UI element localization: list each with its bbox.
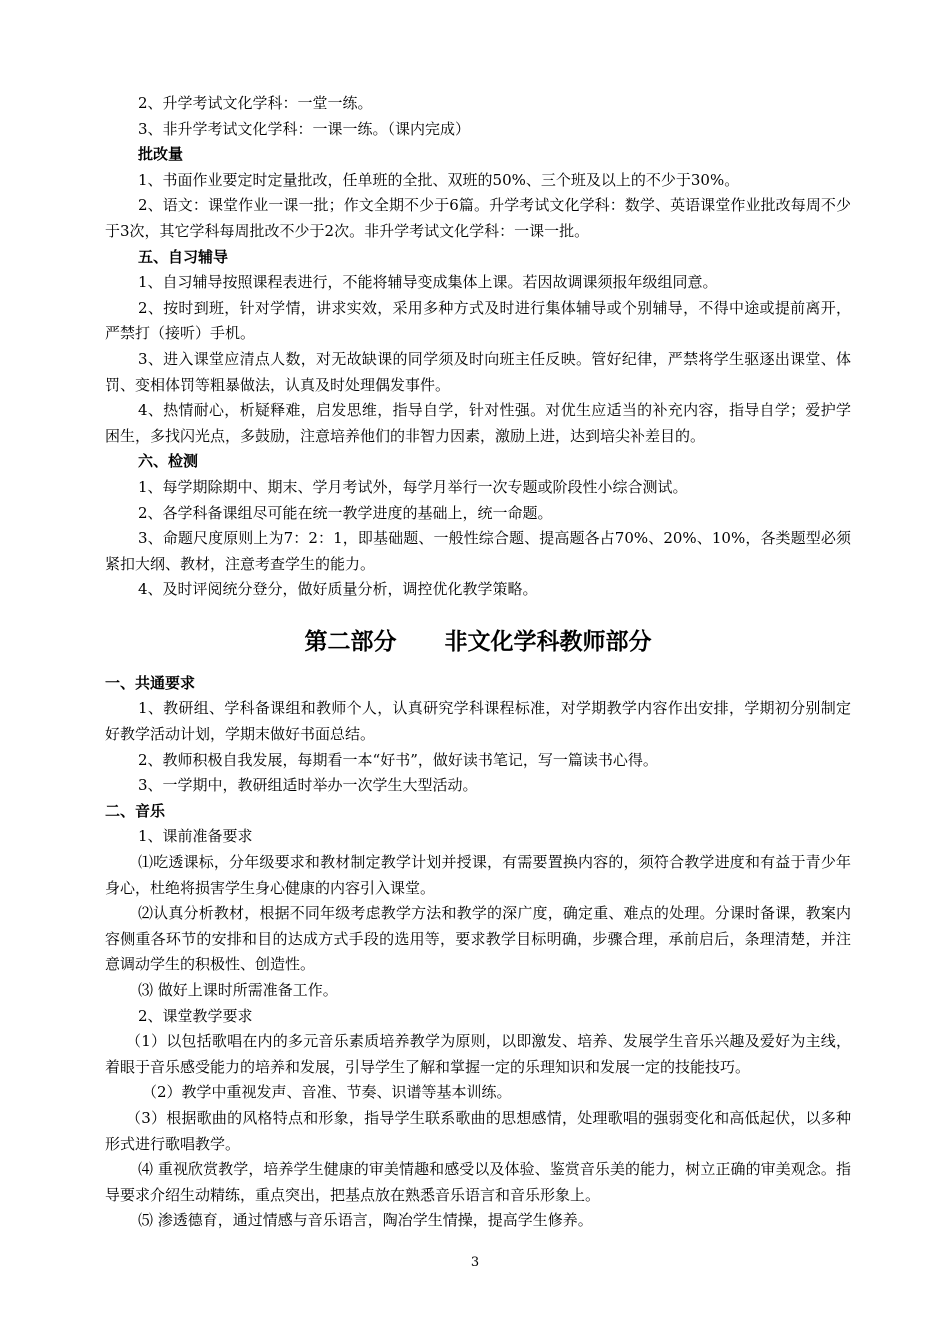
self-study-item-1: 1、自习辅导按照课程表进行，不能将辅导变成集体上课。若因故调课须报年级组同意。	[138, 273, 718, 292]
music-class-item-1: （1）以包括歌唱在内的多元音乐素质培养教学为原则，以即激发、培养、发展学生音乐兴趣及爱好为主线，着眼于音乐感受能力的培养和发展，引导学生了解和掌握一定的乐理知识和发展一定的技能技巧。	[105, 1032, 851, 1076]
testing-item-3: 3、命题尺度原则上为7：2：1，即基础题、一般性综合题、提高题各占70%、20%、10%，各类题型必须紧扣大纲、教材，注意考查学生的能力。	[105, 529, 851, 573]
testing-item-4: 4、及时评阅统分登分，做好质量分析，调控优化教学策略。	[138, 580, 538, 599]
common-item-1: 1、教研组、学科备课组和教师个人，认真研究学科课程标准，对学期教学内容作出安排，学期初分别制定好教学活动计划，学期末做好书面总结。	[105, 699, 851, 744]
grading-heading: 批改量	[138, 145, 184, 164]
common-heading: 一、共通要求	[105, 673, 196, 692]
part2-title-left: 第二部分	[304, 628, 397, 655]
music-class-heading: 2、课堂教学要求	[138, 1006, 253, 1025]
music-heading: 二、音乐	[105, 801, 166, 820]
testing-heading: 六、检测	[138, 452, 199, 471]
music-prep-item-3: ⑶ 做好上课时所需准备工作。	[138, 981, 338, 999]
self-study-item-4: 4、热情耐心，析疑释难，启发思维，指导自学，针对性强。对优生应适当的补充内容，指导自学；爱护学困生，多找闪光点，多鼓励，注意培养他们的非智力因素，激励上进，达到培尖补差目的。	[105, 401, 851, 445]
homework-item-3: 3、非升学考试文化学科：一课一练。（课内完成）	[138, 119, 471, 138]
testing-item-2: 2、各学科备课组尽可能在统一教学进度的基础上，统一命题。	[138, 503, 553, 522]
music-prep-heading: 1、课前准备要求	[138, 827, 253, 846]
page-number: 3	[470, 1255, 480, 1270]
common-item-2: 2、教师积极自我发展，每期看一本“好书”，做好读书笔记，写一篇读书心得。	[138, 750, 658, 769]
grading-item-1: 1、书面作业要定时定量批改，任单班的全批、双班的50%、三个班及以上的不少于30%。	[138, 170, 740, 189]
part2-title-right: 非文化学科教师部分	[444, 628, 652, 655]
music-class-item-4: ⑷ 重视欣赏教学，培养学生健康的审美情趣和感受以及体验、鉴赏音乐美的能力，树立正确的审美观念。指导要求介绍生动精练，重点突出，把基点放在熟悉音乐语言和音乐形象上。	[105, 1160, 851, 1204]
testing-item-1: 1、每学期除期中、期末、学月考试外，每学月举行一次专题或阶段性小综合测试。	[138, 477, 688, 496]
music-prep-item-2: ⑵认真分析教材，根据不同年级考虑教学方法和教学的深广度，确定重、难点的处理。分课时备课，教案内容侧重各环节的安排和目的达成方式手段的选用等，要求教学目标明确，步骤合理，承前启后，条理清楚，并注意调动学生的积极性、创造性。	[105, 904, 851, 974]
part2-title	[105, 625, 851, 659]
self-study-heading: 五、自习辅导	[138, 247, 229, 266]
music-class-item-3: （3）根据歌曲的风格特点和形象，指导学生联系歌曲的思想感情，处理歌唱的强弱变化和高低起伏，以多种形式进行歌唱教学。	[105, 1108, 851, 1153]
music-prep-item-1: ⑴吃透课标，分年级要求和教材制定教学计划并授课，有需要置换内容的，须符合教学进度和有益于青少年身心，杜绝将损害学生身心健康的内容引入课堂。	[105, 853, 851, 897]
common-item-3: 3、一学期中，教研组适时举办一次学生大型活动。	[138, 776, 478, 795]
grading-item-2: 2、语文：课堂作业一课一批；作文全期不少于6篇。升学考试文化学科：数学、英语课堂作业批改每周不少于3次，其它学科每周批改不少于2次。非升学考试文化学科：一课一批。	[105, 196, 851, 240]
music-class-item-2: （2）教学中重视发声、音准、节奏、识谱等基本训练。	[142, 1083, 512, 1102]
self-study-item-3: 3、进入课堂应清点人数，对无故缺课的同学须及时向班主任反映。管好纪律，严禁将学生驱逐出课堂、体罚、变相体罚等粗暴做法，认真及时处理偶发事件。	[105, 349, 851, 394]
homework-item-2: 2、升学考试文化学科：一堂一练。	[138, 94, 373, 112]
self-study-item-2: 2、按时到班，针对学情，讲求实效，采用多种方式及时进行集体辅导或个别辅导，不得中途或提前离开，严禁打（接听）手机。	[105, 298, 851, 343]
page-content	[105, 91, 851, 1234]
music-class-item-5: ⑸ 渗透德育，通过情感与音乐语言，陶冶学生情操，提高学生修养。	[138, 1211, 593, 1230]
